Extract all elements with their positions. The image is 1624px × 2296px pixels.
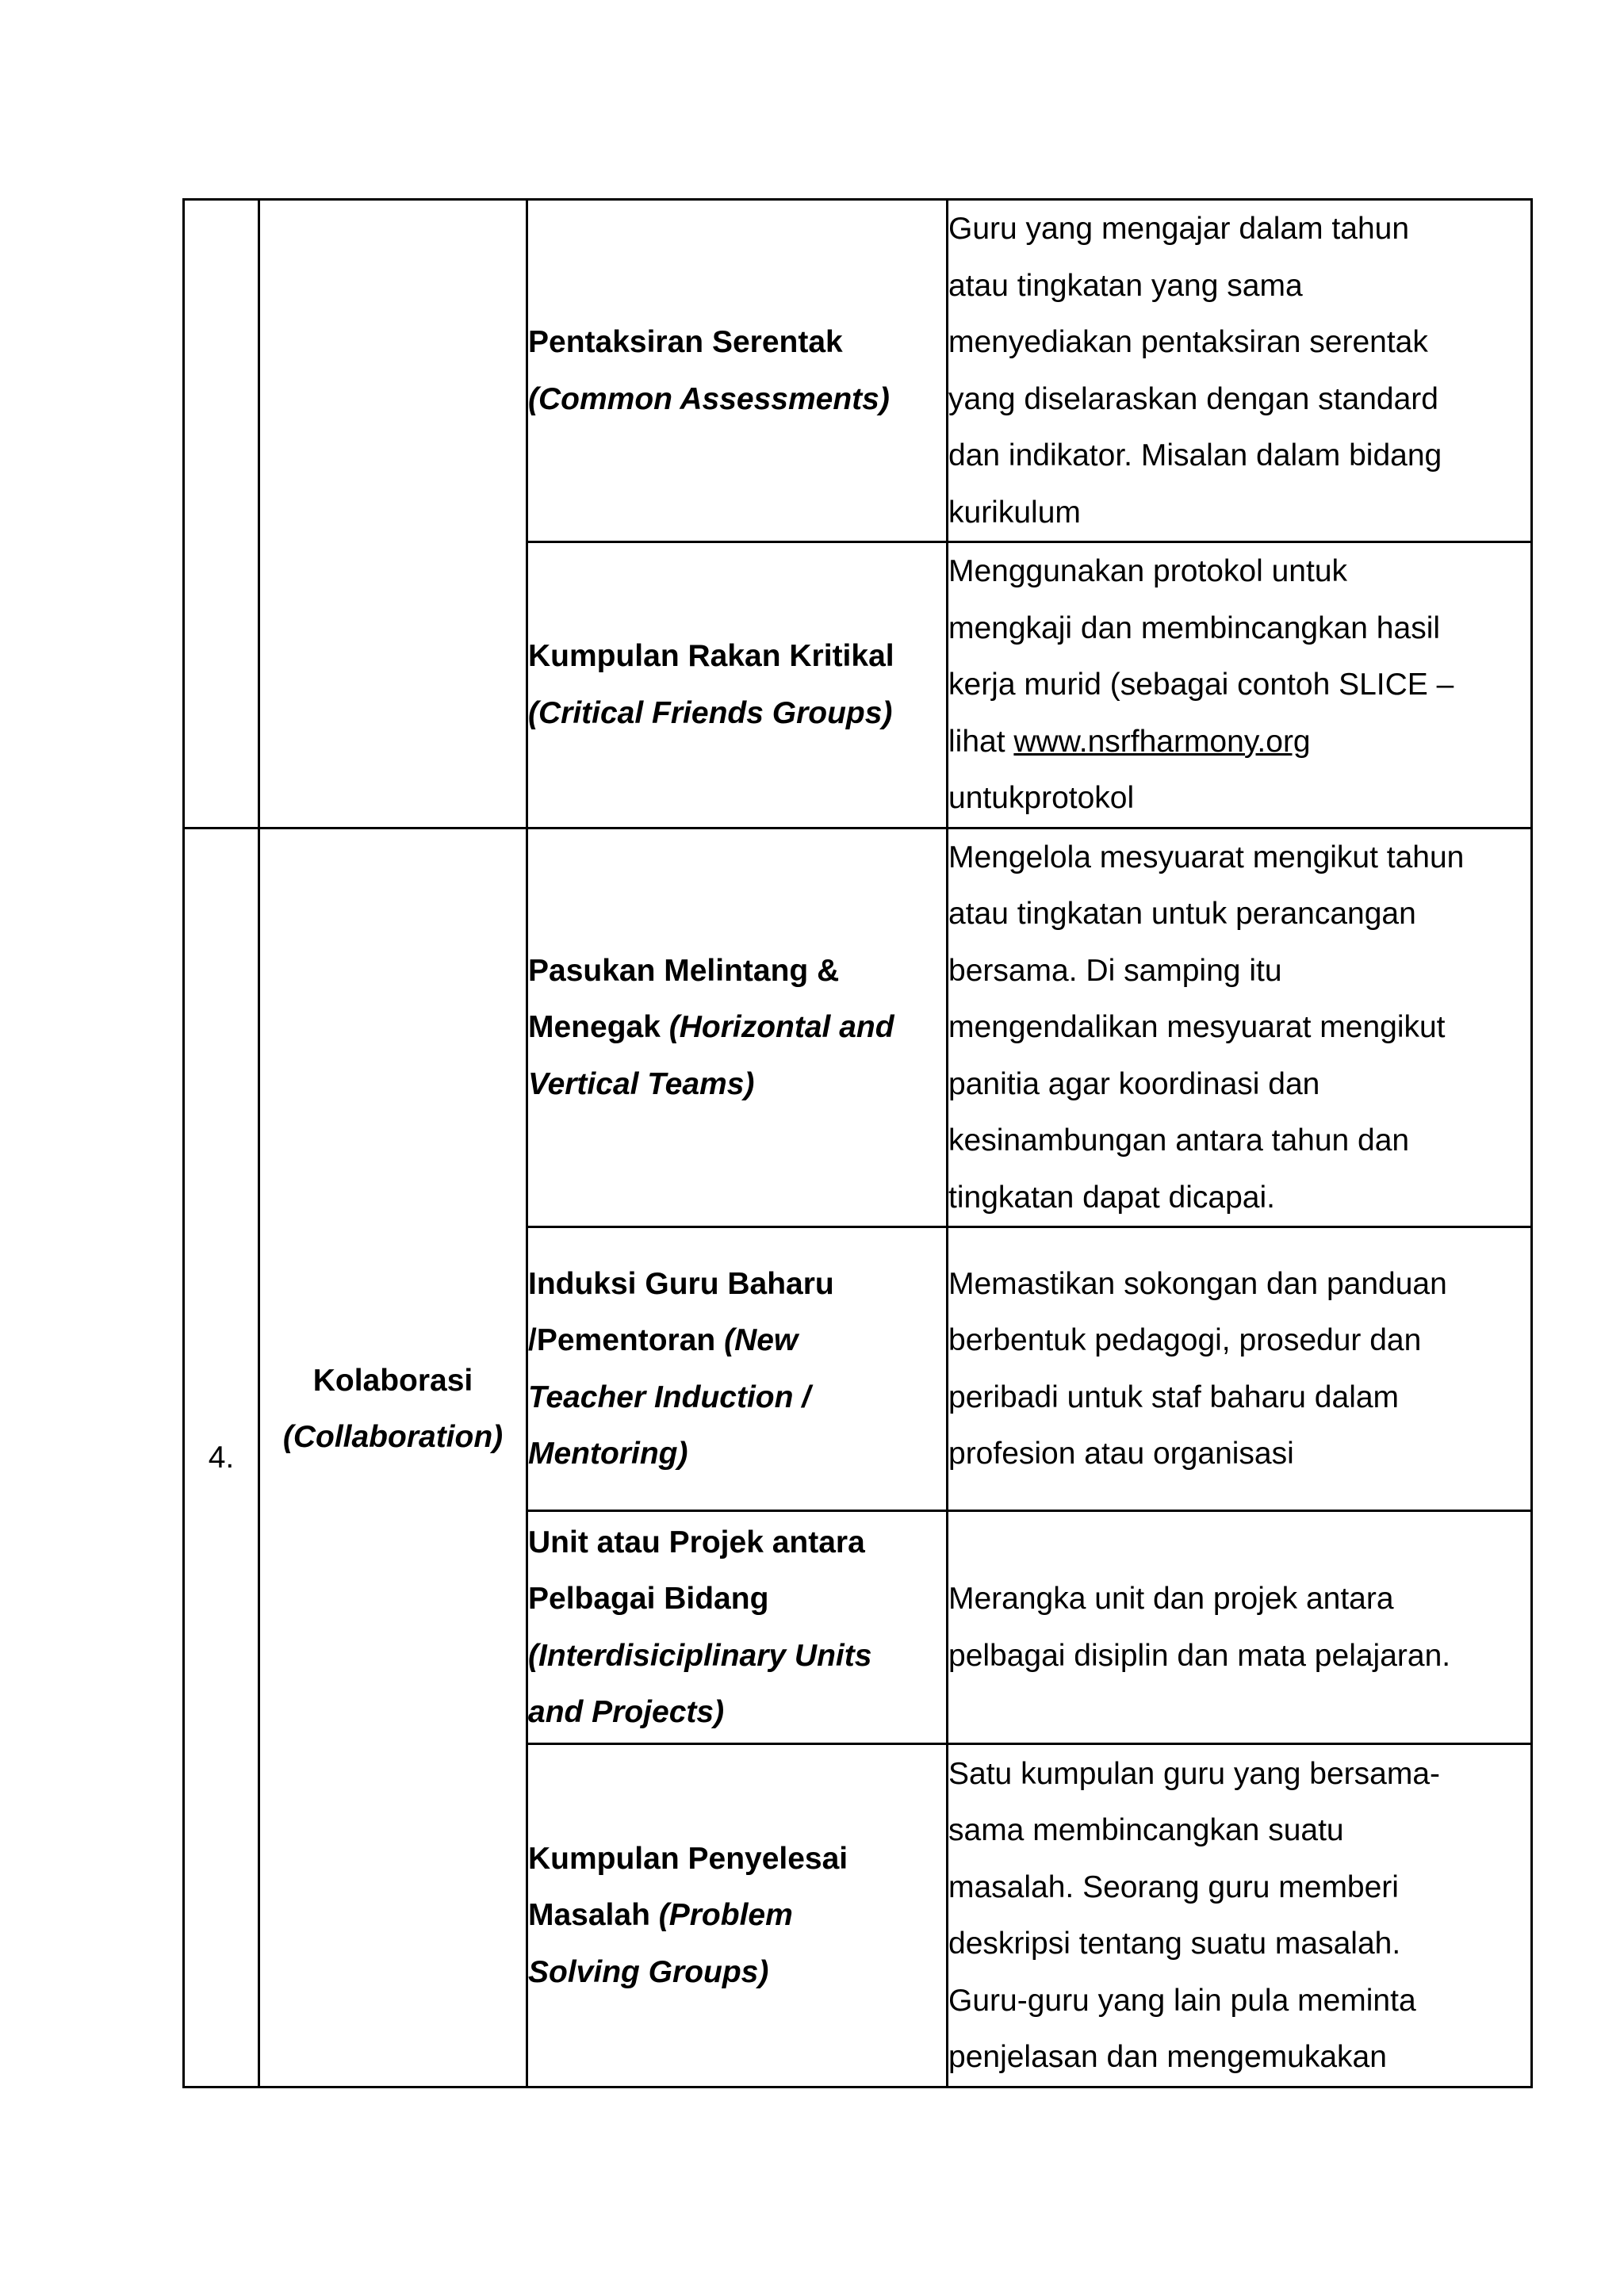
item-name-en: (Critical Friends Groups) [528, 695, 893, 730]
item-name-ms: Induksi Guru Baharu [528, 1266, 834, 1301]
description-line: dan indikator. Misalan dalam bidang [948, 438, 1442, 473]
description-text: lihat [948, 724, 1014, 759]
item-cell [527, 1744, 948, 2087]
item-cell [527, 542, 948, 828]
description-line: kesinambungan antara tahun dan [948, 1123, 1410, 1158]
item-name-ms: Unit atau Projek antara [528, 1525, 865, 1559]
description-line: penjelasan dan mengemukakan [948, 2040, 1387, 2074]
item-name-en: Mentoring) [528, 1437, 688, 1471]
description-line: masalah. Seorang guru memberi [948, 1869, 1399, 1904]
description-line: atau tingkatan untuk perancangan [948, 897, 1416, 931]
description-line: Satu kumpulan guru yang bersama- [948, 1756, 1441, 1791]
description-line: tingkatan dapat dicapai. [948, 1180, 1275, 1215]
description-line: kurikulum [948, 495, 1081, 530]
description-cell [948, 200, 1532, 542]
description-line: kerja murid (sebagai contoh SLICE – [948, 668, 1454, 702]
category-cell-empty [259, 200, 527, 828]
item-name-mixed [528, 1887, 946, 1944]
description-line: yang diselaraskan dengan standard [948, 381, 1438, 416]
description-line: panitia agar koordinasi dan [948, 1066, 1320, 1101]
item-name-en: (Interdisiciplinary Units [528, 1638, 872, 1673]
item-name-ms: /Pementoran [528, 1323, 725, 1357]
item-name-ms: Pelbagai Bidang [528, 1582, 769, 1616]
item-name-ms: Pentaksiran Serentak [528, 325, 843, 359]
item-name-en: Vertical Teams) [528, 1066, 755, 1101]
description-line: bersama. Di samping itu [948, 953, 1282, 988]
item-cell [527, 1511, 948, 1744]
table-row [184, 828, 1532, 1227]
description-line: Mengelola mesyuarat mengikut tahun [948, 840, 1465, 874]
item-name-ms: Pasukan Melintang & [528, 953, 840, 988]
description-line: mengendalikan mesyuarat mengikut [948, 1010, 1446, 1044]
description-cell [948, 542, 1532, 828]
description-line: menyediakan pentaksiran serentak [948, 325, 1428, 359]
description-line: profesion atau organisasi [948, 1437, 1294, 1471]
description-cell [948, 1227, 1532, 1511]
description-cell [948, 1744, 1532, 2087]
item-name-en: and Projects) [528, 1695, 725, 1729]
item-name-en: (Problem [658, 1898, 793, 1933]
item-name-en: Solving Groups) [528, 1954, 769, 1989]
item-name-mixed [528, 999, 946, 1056]
collaboration-table [182, 198, 1533, 2088]
description-line: Menggunakan protokol untuk [948, 554, 1348, 588]
item-name-en: (Common Assessments) [528, 381, 890, 416]
description-line: atau tingkatan yang sama [948, 268, 1303, 303]
item-name-ms: Menegak [528, 1010, 669, 1044]
item-name-ms: Masalah [528, 1898, 659, 1933]
description-line: Guru-guru yang lain pula meminta [948, 1983, 1416, 2018]
item-name-ms: Kumpulan Penyelesai [528, 1841, 848, 1876]
item-cell [527, 828, 948, 1227]
description-line: berbentuk pedagogi, prosedur dan [948, 1323, 1422, 1357]
description-line: peribadi untuk staf baharu dalam [948, 1380, 1400, 1414]
number-cell-empty [184, 200, 259, 828]
item-name-en: (New [724, 1323, 799, 1357]
description-line: Merangka unit dan projek antara [948, 1582, 1394, 1616]
description-line: pelbagai disiplin dan mata pelajaran. [948, 1638, 1451, 1673]
item-name-en: (Horizontal and [668, 1010, 894, 1044]
category-name: Kolaborasi [312, 1363, 473, 1398]
description-cell [948, 828, 1532, 1227]
description-line: Memastikan sokongan dan panduan [948, 1266, 1447, 1301]
description-line: Guru yang mengajar dalam tahun [948, 212, 1410, 246]
description-line: deskripsi tentang suatu masalah. [948, 1927, 1401, 1961]
nsrf-link[interactable]: www.nsrfharmony.org [1013, 724, 1311, 759]
item-cell [527, 1227, 948, 1511]
description-line: mengkaji dan membincangkan hasil [948, 610, 1441, 645]
item-name-mixed [528, 1312, 946, 1369]
description-line: sama membincangkan suatu [948, 1813, 1344, 1847]
description-line [948, 714, 1530, 771]
item-name-en: Teacher Induction / [528, 1380, 811, 1414]
table-row [184, 200, 1532, 542]
description-line: untukprotokol [948, 781, 1135, 815]
category-cell [259, 828, 527, 2087]
description-cell [948, 1511, 1532, 1744]
category-name-en: (Collaboration) [282, 1420, 504, 1454]
item-cell [527, 200, 948, 542]
row-number: 4. [184, 828, 259, 2087]
item-name-ms: Kumpulan Rakan Kritikal [528, 639, 894, 674]
